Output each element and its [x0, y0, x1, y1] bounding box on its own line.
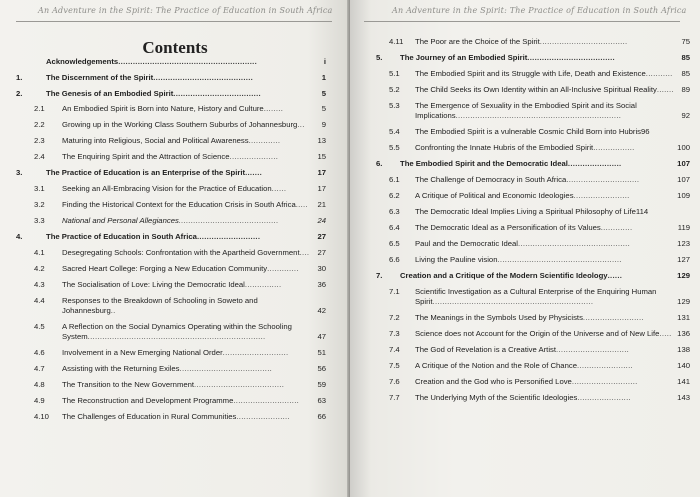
- dot-leader: ........: [263, 104, 284, 113]
- toc-entry-title: The Meanings in the Symbols Used by Physicists: [415, 313, 583, 322]
- toc-entry-page-number: 109: [677, 191, 690, 200]
- toc-section-entry: [370, 223, 690, 233]
- dot-leader: ....................: [229, 152, 279, 161]
- toc-entry-number: 4.3: [34, 280, 45, 289]
- toc-list-right: [370, 37, 690, 409]
- toc-section-entry: [370, 361, 690, 371]
- toc-entry-number: 6.2: [389, 191, 400, 200]
- toc-entry-title: The Embodied Spirit is a vulnerable Cosmic Child Born into Hubris96: [415, 127, 650, 136]
- dot-leader: .......: [245, 168, 263, 177]
- toc-entry-page-number: 13: [317, 136, 326, 145]
- toc-entry-page-number: 140: [677, 361, 690, 370]
- dot-leader: .........................................................: [118, 57, 258, 66]
- dot-leader: ...........: [645, 69, 673, 78]
- toc-entry-title: The Democratic Ideal as a Personification of its Values: [415, 223, 601, 232]
- toc-entry-title: The Challenges of Education in Rural Communities: [62, 412, 237, 421]
- toc-entry-title: Assisting with the Returning Exiles: [62, 364, 180, 373]
- toc-entry-title: The Transition to the New Government: [62, 380, 195, 389]
- toc-entry-number: 2.4: [34, 152, 45, 161]
- dot-leader: ......................: [577, 393, 631, 402]
- toc-section-entry: [8, 364, 326, 374]
- dot-leader: ....................................: [527, 53, 615, 62]
- toc-section-entry: [8, 152, 326, 162]
- dot-leader: ...............: [244, 280, 282, 289]
- toc-section-entry: [370, 239, 690, 249]
- toc-entry-page-number: 15: [317, 152, 326, 161]
- dot-leader: ...........................: [233, 396, 300, 405]
- toc-entry-page-number: 36: [317, 280, 326, 289]
- toc-entry-title: An Embodied Spirit is Born into Nature, History and Culture: [62, 104, 264, 113]
- toc-entry-title: A Critique of Political and Economic Ideologies: [415, 191, 574, 200]
- running-head-left: An Adventure in the Spirit: The Practice of Education in South Africa: [38, 6, 333, 15]
- toc-section-entry: [370, 329, 690, 339]
- toc-entry-number: 2.: [16, 89, 23, 98]
- toc-entry-number: 7.: [376, 271, 383, 280]
- toc-section-entry: [8, 296, 326, 316]
- toc-entry-title: Involvement in a New Emerging National Order: [62, 348, 223, 357]
- toc-entry-page-number: 1: [321, 73, 326, 82]
- toc-entry-page-number: 17: [317, 184, 326, 193]
- toc-entry-page-number: 123: [677, 239, 690, 248]
- toc-section-entry: [8, 216, 326, 226]
- toc-entry-number: 2.3: [34, 136, 45, 145]
- toc-entry-number: 4.9: [34, 396, 45, 405]
- toc-entry-page-number: 59: [317, 380, 326, 389]
- toc-section-entry: [8, 248, 326, 258]
- toc-entry-title: Confronting the Innate Hubris of the Embodied Spirit: [415, 143, 594, 152]
- toc-entry-title: The Embodied Spirit and its Struggle with Life, Death and Existence: [415, 69, 646, 78]
- dot-leader: .....................................: [194, 380, 285, 389]
- toc-entry-page-number: 107: [677, 159, 690, 168]
- toc-entry-page-number: 141: [677, 377, 690, 386]
- toc-entry-page-number: 131: [677, 313, 690, 322]
- toc-entry-number: 3.: [16, 168, 23, 177]
- toc-entry-number: 3.1: [34, 184, 45, 193]
- toc-chapter-entry: [370, 53, 690, 63]
- toc-entry-page-number: 56: [317, 364, 326, 373]
- toc-entry-title: The Reconstruction and Development Programme: [62, 396, 234, 405]
- toc-entry-title: The God of Revelation is a Creative Artist: [415, 345, 557, 354]
- toc-entry-page-number: 92: [681, 111, 690, 120]
- toc-section-entry: [370, 101, 690, 121]
- toc-section-entry: [370, 37, 690, 47]
- dot-leader: ...........................: [222, 348, 289, 357]
- toc-entry-page-number: 66: [317, 412, 326, 421]
- dot-leader: ....................................................................: [455, 111, 622, 120]
- toc-entry-page-number: 17: [317, 168, 326, 177]
- toc-entry-page-number: 127: [677, 255, 690, 264]
- dot-leader: .................: [593, 143, 635, 152]
- toc-entry-number: 7.2: [389, 313, 400, 322]
- contents-title: Contents: [142, 38, 208, 57]
- toc-entry-page-number: 30: [317, 264, 326, 273]
- dot-leader: ...................................................: [497, 255, 622, 264]
- toc-entry-number: 4.1: [34, 248, 45, 257]
- toc-entry-page-number: 63: [317, 396, 326, 405]
- toc-chapter-entry: [8, 168, 326, 178]
- dot-leader: .........................................: [153, 73, 254, 82]
- toc-entry-page-number: 129: [677, 271, 690, 280]
- dot-leader: .............: [267, 264, 299, 273]
- toc-entry-title: The Journey of an Embodied Spirit: [400, 53, 528, 62]
- dot-leader: .........................................................................: [87, 332, 266, 341]
- toc-entry-number: 6.3: [389, 207, 400, 216]
- toc-entry-title: Finding the Historical Context for the Education Crisis in South Africa: [62, 200, 296, 209]
- dot-leader: ..................................................................: [432, 297, 594, 306]
- toc-entry-title: The Challenge of Democracy in South Africa: [415, 175, 567, 184]
- dot-leader: ..: [110, 306, 116, 315]
- toc-entry-number: 4.11: [389, 37, 404, 46]
- dot-leader: .......................: [573, 191, 630, 200]
- header-rule-right: [364, 21, 680, 22]
- toc-entry-title: The Poor are the Choice of the Spirit: [415, 37, 540, 46]
- toc-entry-page-number: 119: [677, 223, 690, 232]
- toc-entry-title: Growing up in the Working Class Southern Suburbs of Johannesburg: [62, 120, 298, 129]
- dot-leader: ....: [299, 248, 310, 257]
- toc-entry-number: 4.8: [34, 380, 45, 389]
- toc-entry-number: 5.1: [389, 69, 400, 78]
- toc-section-entry: [370, 207, 690, 217]
- dot-leader: .............: [600, 223, 633, 232]
- toc-entry-page-number: 89: [681, 85, 690, 94]
- toc-entry-number: 1.: [16, 73, 23, 82]
- dot-leader: .........................................: [178, 216, 279, 225]
- toc-entry-title: The Practice of Education in South Africa: [46, 232, 197, 241]
- toc-entry-number: 7.6: [389, 377, 400, 386]
- toc-chapter-entry: [370, 159, 690, 169]
- toc-entry-title: The Discernment of the Spirit: [46, 73, 154, 82]
- toc-entry-number: 6.5: [389, 239, 400, 248]
- toc-entry-number: 5.4: [389, 127, 400, 136]
- dot-leader: ..............................: [566, 175, 640, 184]
- toc-entry-number: 2.1: [34, 104, 45, 113]
- toc-entry-number: 7.3: [389, 329, 400, 338]
- toc-entry-number: 6.6: [389, 255, 400, 264]
- toc-section-entry: [370, 85, 690, 95]
- toc-entry-number: 4.4: [34, 296, 45, 305]
- toc-entry-page-number: 42: [317, 306, 326, 315]
- running-head-right: An Adventure in the Spirit: The Practice of Education in South Africa: [392, 6, 687, 15]
- toc-section-entry: [370, 393, 690, 403]
- toc-entry-title: The Genesis of an Embodied Spirit: [46, 89, 174, 98]
- toc-entry-page-number: i: [323, 57, 326, 66]
- toc-section-entry: [8, 380, 326, 390]
- toc-entry-page-number: 107: [677, 175, 690, 184]
- toc-entry-number: 5.: [376, 53, 383, 62]
- toc-entry-number: 7.5: [389, 361, 400, 370]
- toc-section-entry: [8, 104, 326, 114]
- toc-section-entry: [8, 184, 326, 194]
- toc-section-entry: [370, 255, 690, 265]
- dot-leader: .............: [248, 136, 281, 145]
- dot-leader: ..............................................: [518, 239, 631, 248]
- toc-entry-number: 6.4: [389, 223, 400, 232]
- toc-entry-page-number: 138: [677, 345, 690, 354]
- toc-entry-title: Acknowledgements: [46, 57, 119, 66]
- toc-entry-number: 4.6: [34, 348, 45, 357]
- toc-entry-number: 5.3: [389, 101, 400, 110]
- toc-entry-title: Paul and the Democratic Ideal: [415, 239, 518, 248]
- toc-entry-number: 4.2: [34, 264, 45, 273]
- toc-section-entry: [370, 287, 690, 307]
- toc-entry-page-number: 85: [681, 69, 690, 78]
- toc-entry-number: 4.: [16, 232, 23, 241]
- toc-section-entry: [370, 377, 690, 387]
- dot-leader: ......................: [567, 159, 622, 168]
- toc-entry-page-number: 24: [317, 216, 326, 225]
- toc-section-entry: [8, 280, 326, 290]
- dot-leader: ......: [271, 184, 287, 193]
- toc-entry-number: 7.1: [389, 287, 400, 296]
- right-page: [350, 0, 700, 497]
- dot-leader: ......: [607, 271, 623, 280]
- dot-leader: .........................: [582, 313, 644, 322]
- toc-entry-page-number: 100: [677, 143, 690, 152]
- toc-section-entry: [8, 120, 326, 130]
- toc-entry-page-number: 27: [317, 232, 326, 241]
- toc-entry-page-number: 21: [317, 200, 326, 209]
- toc-section-entry: [370, 69, 690, 79]
- dot-leader: .......................: [576, 361, 633, 370]
- toc-entry-page-number: 5: [321, 104, 326, 113]
- toc-entry-number: 4.10: [34, 412, 49, 421]
- toc-entry-title: Seeking an All-Embracing Vision for the Practice of Education: [62, 184, 272, 193]
- toc-section-entry: [8, 322, 326, 342]
- toc-chapter-entry: [8, 89, 326, 99]
- toc-entry-title: A Reflection on the Social Dynamics Operating within the Schooling System: [62, 322, 292, 341]
- toc-section-entry: [370, 313, 690, 323]
- toc-entry-title: Scientific Investigation as a Cultural Enterprise of the Enquiring Human Spirit: [415, 287, 657, 306]
- dot-leader: ...: [297, 120, 305, 129]
- toc-entry-page-number: 27: [317, 248, 326, 257]
- toc-entry-title: Desegregating Schools: Confrontation with the Apartheid Government: [62, 248, 300, 257]
- toc-entry-title: National and Personal Allegiances: [62, 216, 179, 225]
- toc-entry-title: The Socialisation of Love: Living the Democratic Ideal: [62, 280, 245, 289]
- toc-section-entry: [8, 396, 326, 406]
- header-rule-left: [16, 21, 332, 22]
- toc-section-entry: [370, 175, 690, 185]
- toc-entry-title: The Democratic Ideal Implies Living a Spiritual Philosophy of Life114: [415, 207, 649, 216]
- toc-entry-page-number: 75: [681, 37, 690, 46]
- toc-list-left: [8, 57, 326, 428]
- dot-leader: ..........................: [196, 232, 261, 241]
- toc-entry-number: 3.2: [34, 200, 45, 209]
- toc-entry-number: 5.5: [389, 143, 400, 152]
- dot-leader: ....................................: [539, 37, 628, 46]
- toc-chapter-entry: [370, 271, 690, 281]
- dot-leader: ......................: [236, 412, 290, 421]
- toc-entry-title: Living the Pauline vision: [415, 255, 498, 264]
- toc-entry-number: 7.7: [389, 393, 400, 402]
- toc-entry-title: The Underlying Myth of the Scientific Ideologies: [415, 393, 578, 402]
- toc-entry-page-number: 47: [317, 332, 326, 341]
- toc-section-entry: [8, 412, 326, 422]
- toc-entry-number: 5.2: [389, 85, 400, 94]
- toc-entry-title: A Critique of the Notion and the Role of Chance: [415, 361, 577, 370]
- toc-section-entry: [370, 127, 690, 137]
- toc-section-entry: [8, 136, 326, 146]
- toc-entry-page-number: 85: [681, 53, 690, 62]
- toc-entry-number: 6.1: [389, 175, 400, 184]
- toc-entry-title: Responses to the Breakdown of Schooling in Soweto and Johannesburg: [62, 296, 258, 315]
- toc-entry-number: 3.3: [34, 216, 45, 225]
- toc-section-entry: [8, 348, 326, 358]
- toc-chapter-entry: [8, 57, 326, 67]
- toc-entry-title: The Practice of Education is an Enterprise of the Spirit: [46, 168, 246, 177]
- dot-leader: .......: [656, 85, 674, 94]
- toc-entry-number: 4.5: [34, 322, 45, 331]
- toc-entry-number: 7.4: [389, 345, 400, 354]
- toc-entry-page-number: 5: [321, 89, 326, 98]
- toc-entry-page-number: 143: [677, 393, 690, 402]
- toc-chapter-entry: [8, 232, 326, 242]
- toc-entry-page-number: 9: [321, 120, 326, 129]
- toc-entry-number: 2.2: [34, 120, 45, 129]
- toc-section-entry: [370, 143, 690, 153]
- toc-entry-title: The Child Seeks its Own Identity within an All-Inclusive Spiritual Reality: [415, 85, 657, 94]
- toc-entry-title: Creation and a Critique of the Modern Scientific Ideology: [400, 271, 608, 280]
- toc-entry-number: 6.: [376, 159, 383, 168]
- toc-entry-title: Maturing into Religious, Social and Political Awareness: [62, 136, 249, 145]
- toc-entry-page-number: 51: [317, 348, 326, 357]
- dot-leader: ......................................: [179, 364, 273, 373]
- toc-entry-title: The Embodied Spirit and the Democratic Ideal: [400, 159, 568, 168]
- dot-leader: ....................................: [173, 89, 261, 98]
- toc-section-entry: [370, 191, 690, 201]
- toc-entry-page-number: 136: [677, 329, 690, 338]
- dot-leader: ...........................: [571, 377, 638, 386]
- toc-entry-page-number: 129: [677, 297, 690, 306]
- toc-entry-title: Sacred Heart College: Forging a New Education Community: [62, 264, 268, 273]
- toc-entry-title: The Emergence of Sexuality in the Embodied Spirit and its Social Implications: [415, 101, 637, 120]
- toc-entry-title: Science does not Account for the Origin of the Universe and of New Life: [415, 329, 660, 338]
- toc-entry-title: Creation and the God who is Personified Love: [415, 377, 572, 386]
- dot-leader: ..............................: [556, 345, 630, 354]
- toc-section-entry: [8, 200, 326, 210]
- dot-leader: .....: [295, 200, 308, 209]
- toc-entry-number: 4.7: [34, 364, 45, 373]
- toc-chapter-entry: [8, 73, 326, 83]
- toc-section-entry: [370, 345, 690, 355]
- toc-section-entry: [8, 264, 326, 274]
- dot-leader: .....: [659, 329, 672, 338]
- toc-entry-title: The Enquiring Spirit and the Attraction of Science: [62, 152, 230, 161]
